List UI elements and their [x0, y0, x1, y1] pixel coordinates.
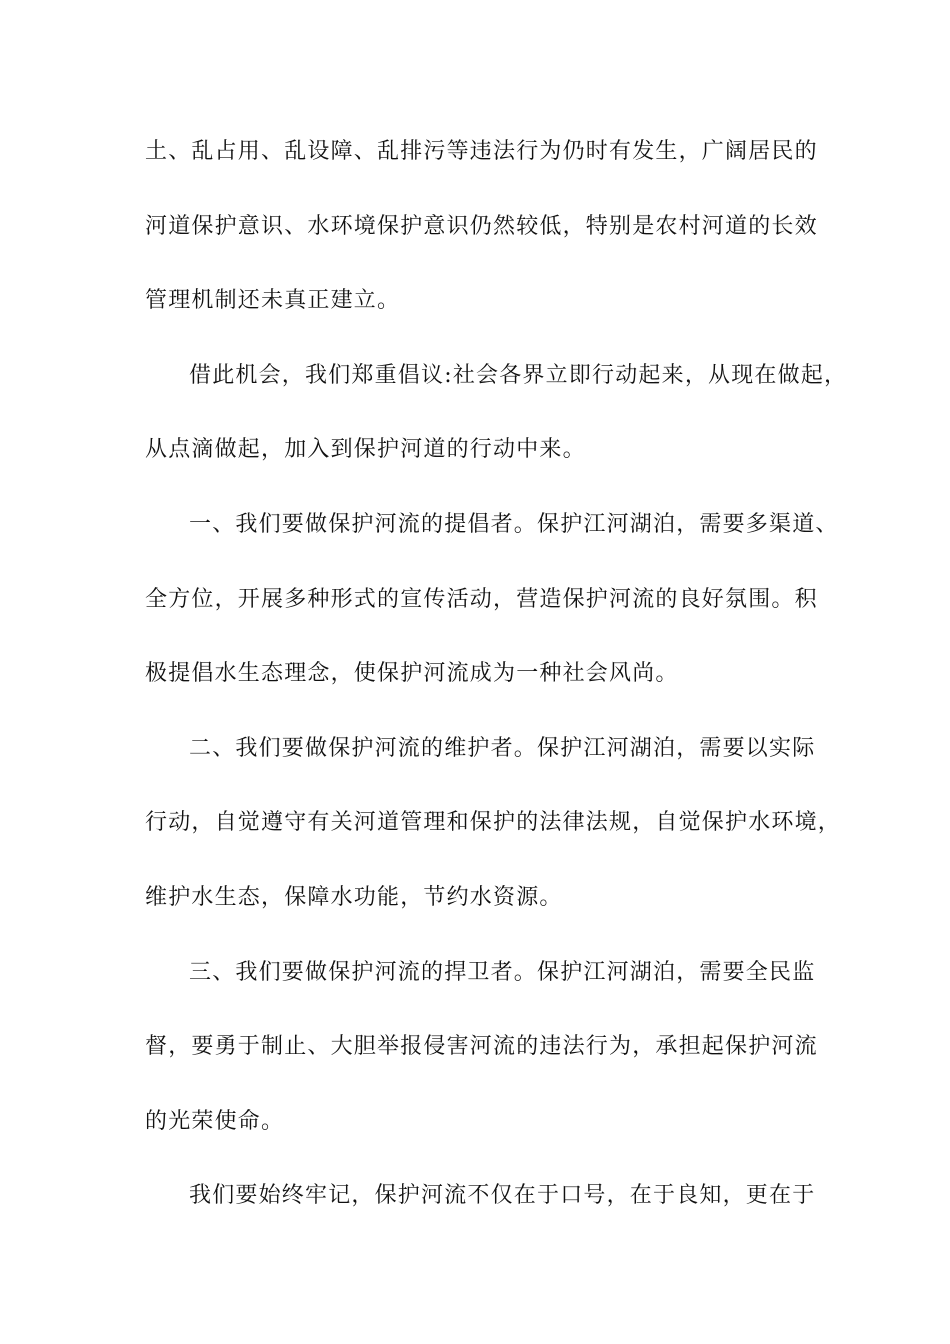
- body-text: [145, 129, 848, 1248]
- text-line: 借此机会，我们郑重倡议:社会各界立即行动起来，从现在做起，: [189, 362, 848, 388]
- text-line: 河道保护意识、水环境保护意识仍然较低，特别是农村河道的长效: [145, 213, 818, 239]
- text-line: 管理机制还未真正建立。: [145, 288, 401, 314]
- text-line: 从点滴做起，加入到保护河道的行动中来。: [145, 437, 586, 463]
- text-line: 全方位，开展多种形式的宣传活动，营造保护河流的良好氛围。积: [145, 586, 818, 612]
- text-line: 三、我们要做保护河流的捍卫者。保护江河湖泊，需要全民监: [189, 959, 816, 985]
- text-line: 督，要勇于制止、大胆举报侵害河流的违法行为，承担起保护河流: [145, 1034, 818, 1060]
- text-line: 行动，自觉遵守有关河道管理和保护的法律法规，自觉保护水环境，: [145, 810, 842, 836]
- text-line: 维护水生态，保障水功能，节约水资源。: [145, 884, 563, 910]
- text-line: 的光荣使命。: [145, 1108, 285, 1134]
- text-line: 一、我们要做保护河流的提倡者。保护江河湖泊，需要多渠道、: [189, 511, 839, 537]
- text-line: 二、我们要做保护河流的维护者。保护江河湖泊，需要以实际: [189, 735, 816, 761]
- text-line: 土、乱占用、乱设障、乱排污等违法行为仍时有发生，广阔居民的: [145, 139, 818, 164]
- text-line: 我们要始终牢记，保护河流不仅在于口号，在于良知，更在于: [189, 1183, 816, 1209]
- text-line: 极提倡水生态理念，使保护河流成为一种社会风尚。: [145, 661, 679, 687]
